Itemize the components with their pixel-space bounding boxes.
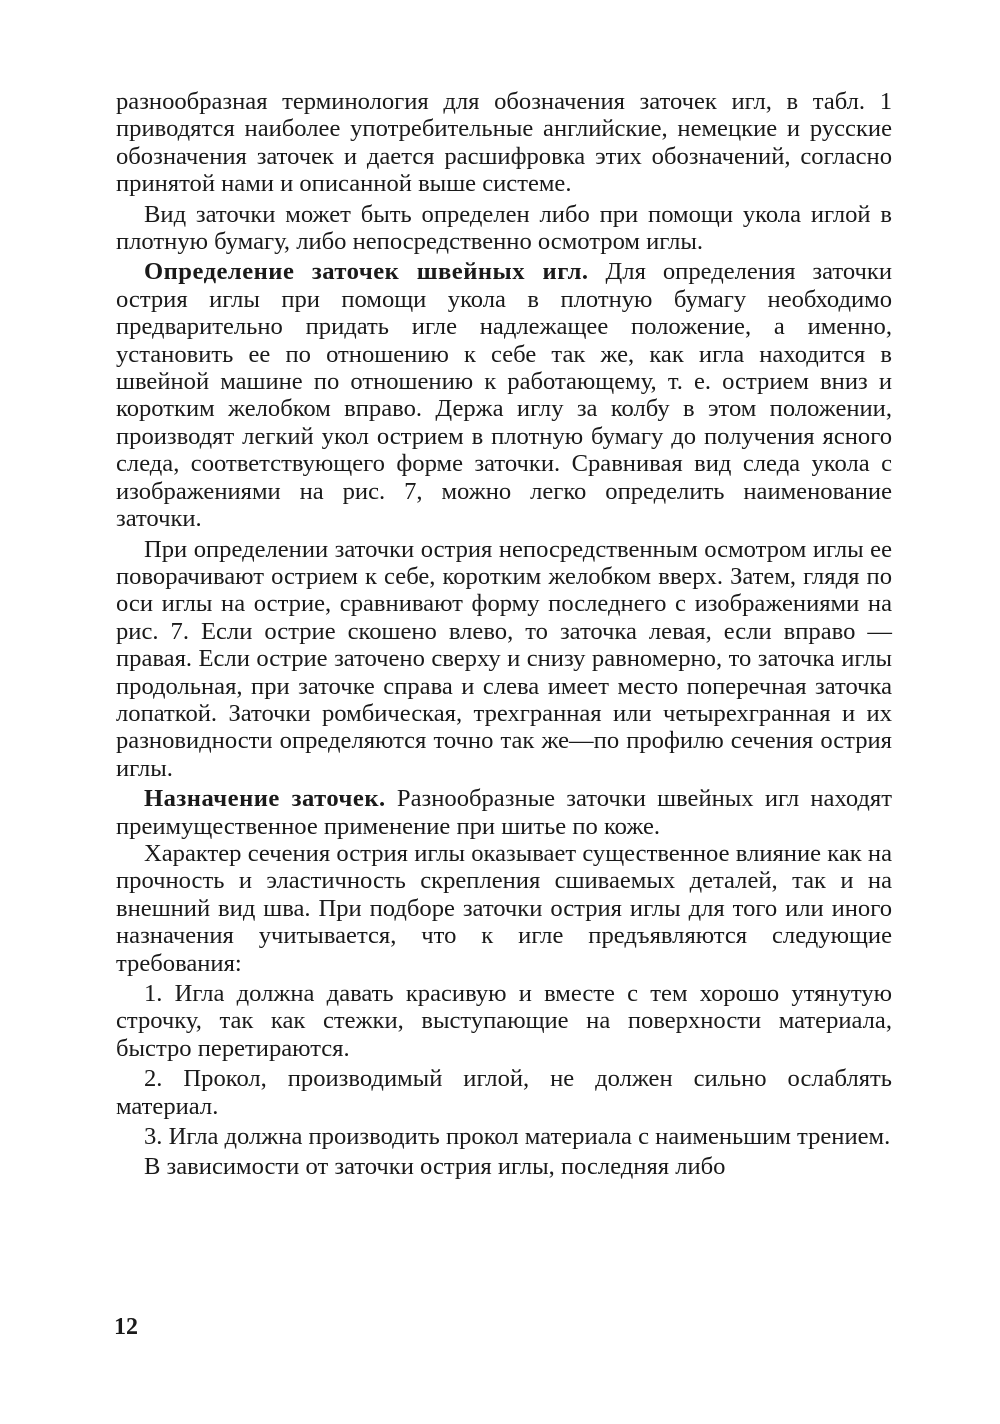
- section-heading-determination: Определение заточек швейных игл.: [144, 258, 589, 286]
- paragraph-last-text: В зависимости от заточки острия иглы, последняя либо: [144, 1153, 726, 1181]
- paragraph-3: [116, 258, 892, 532]
- paragraph-1: [116, 88, 892, 198]
- list-item-3-text: 3. Игла должна производить прокол материала с наименьшим трением.: [144, 1123, 891, 1151]
- list-item-2: [116, 1065, 892, 1120]
- page-body: [116, 88, 892, 1184]
- paragraph-2-text: Вид заточки может быть определен либо при помощи укола иглой в плотную бумагу, либо непосредственно осмотром иглы.: [116, 200, 892, 256]
- paragraph-5: [116, 785, 892, 840]
- paragraph-1-text: разнообразная терминология для обозначения заточек игл, в табл. 1 приводятся наиболее употребительные английские, немецкие и русские обозначения заточек и дается расшифровка этих обозначений, согласно принятой нами и описанной выше системе.: [116, 88, 892, 198]
- list-item-1: [116, 980, 892, 1062]
- paragraph-last: [116, 1153, 892, 1180]
- paragraph-2: [116, 201, 892, 256]
- paragraph-6-text: Характер сечения острия иглы оказывает существенное влияние как на прочность и эластичность скрепления сшиваемых деталей, так и на внешний вид шва. При подборе заточки острия иглы для того или иного назначения учитывается, что к игле предъявляются следующие требования:: [116, 839, 892, 977]
- paragraph-5-text: Разнообразные заточки швейных игл находят преимущественное применение при шитье по коже.: [116, 785, 892, 840]
- paragraph-4: [116, 536, 892, 783]
- paragraph-3-text: Для определения заточки острия иглы при помощи укола в плотную бумагу необходимо предварительно придать игле надлежащее положение, а именно, установить ее по отношению к себе так же, как игла находится в швейной машине по отношению к работающему, т. е. острием вниз и коротким желобком вправо. Держа иглу за колбу в этом положении, производят легкий укол острием в плотную бумагу до получения ясного следа, соответствующего форме заточки. Сравнивая вид следа укола с изображениями на рис. 7, можно легко определить наименование заточки.: [116, 258, 892, 533]
- list-item-3: [116, 1123, 892, 1150]
- paragraph-6: [116, 840, 892, 977]
- paragraph-4-text: При определении заточки острия непосредственным осмотром иглы ее поворачивают острием к себе, коротким желобком вверх. Затем, глядя по оси иглы на острие, сравнивают форму последнего с изображениями на рис. 7. Если острие скошено влево, то заточка левая, если вправо — правая. Если острие заточено сверху и снизу равномерно, то заточка иглы продольная, при заточке справа и слева имеет место поперечная заточка лопаткой. Заточки ромбическая, трехгранная или четырехгранная и их разновидности определяются точно так же—по профилю сечения острия иглы.: [116, 535, 892, 782]
- list-item-1-text: 1. Игла должна давать красивую и вместе с тем хорошо утянутую строчку, так как стежки, выступающие на поверхности материала, быстро перетираются.: [116, 980, 892, 1062]
- list-item-2-text: 2. Прокол, производимый иглой, не должен сильно ослаблять материал.: [116, 1065, 892, 1120]
- page-number: 12: [114, 1314, 138, 1340]
- section-heading-purpose: Назначение заточек.: [144, 785, 386, 813]
